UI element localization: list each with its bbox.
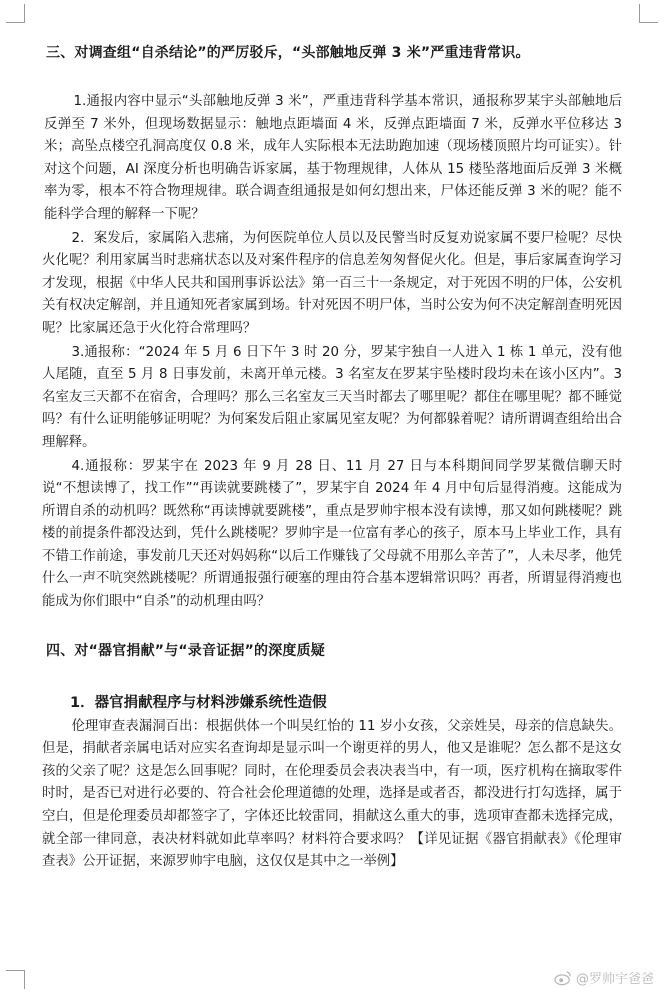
section-3-paragraph-3: 3.通报称：“2024 年 5 月 6 日下午 3 时 20 分，罗某宇独自一人进入 1 栋 1 单元，没有他人尾随，直至 5 月 8 日事发前，未离开单元楼。3 名室友在罗某宇坠楼时段均未在该小区内”。3 名室友三天都不在宿舍，合理吗？那么三名室友三天当时都去了哪里呢？都住在哪里呢？都不睡觉吗？有什么证明能够证明呢？为何案发后阻止家属见室友呢？为何都躲着呢？请所谓调查组给出合理解释。 (42, 344, 622, 450)
section-4-subheading: 1．器官捐献程序与材料涉嫌系统性造假 (70, 694, 327, 711)
section-4-paragraph-1: 伦理审查表漏洞百出：根据供体一个叫吴红怡的 11 岁小女孩，父亲姓吴，母亲的信息缺失。但是，捐献者亲属电话对应实名查询却是显示叫一个谢更祥的男人，他又是谁呢？怎么都不是这女孩的父亲了呢？这是怎么回事呢？同时，在伦理委员会表决表当中，有一项，医疗机构在摘取零件时时，是否已对进行必要的、符合社会伦理道德的处理，选择是或者否，都没进行打勾选择，属于空白，但是伦理委员却都签字了，字体还比较雷同，捐献这么重大的事，选项审查都未选择完成，就全部一律同意，表决材料就如此草率吗？材料符合要求吗？【详见证据《器官捐献表》《伦理审查表》公开证据，来源罗帅宇电脑，这仅仅是其中之一举例】 (42, 718, 622, 870)
weibo-watermark (554, 968, 654, 987)
page-corner-mark-top-right (639, 4, 658, 23)
section-3-paragraph-2: 2．案发后，家属陷入悲痛，为何医院单位人员以及民警当时反复劝说家属不要尸检呢？尽快火化呢？利用家属当时悲痛状态以及对案件程序的信息差匆匆督促火化。但是，事后家属查询学习才发现，根据《中华人民共和国刑事诉讼法》第一百三十一条规定，对于死因不明的尸体，公安机关有权决定解剖，并且通知死者家属到场。针对死因不明尸体，当时公安为何不决定解剖查明死因呢？比家属还急于火化符合常理吗？ (42, 230, 622, 336)
watermark-text: @罗帅宇爸爸 (575, 972, 654, 987)
weibo-logo-icon (554, 970, 572, 986)
section-4-heading: 四、对“器官捐献”与“录音证据”的深度质疑 (46, 642, 326, 659)
section-3-heading: 三、对调查组“自杀结论”的严厉驳斥，“头部触地反弹 3 米”严重违背常识。 (46, 45, 530, 61)
document-body (42, 42, 622, 875)
page-corner-mark-top-left (6, 4, 25, 23)
section-3-paragraph-1: 1.通报内容中显示“头部触地反弹 3 米”，严重违背科学基本常识，通报称罗某宇头部触地后反弹至 7 米外，但现场数据显示：触地点距墙面 4 米，反弹点距墙面 7 米，反弹水平位移达 3 米；高坠点楼空孔洞高度仅 0.8 米，成年人实际根本无法助跑加速（现场楼顶照片均可证实）。针对这个问题，AI 深度分析也明确告诉家属，基于物理规律，人体从 15 楼坠落地面后反弹 3 米概率为零，根本不符合物理规律。联合调查组通报是如何幻想出来，尸体还能反弹 3 米的呢？能不能科学合理的解释一下呢？ (44, 94, 622, 222)
page-corner-mark-bottom-left (6, 970, 25, 989)
section-3-paragraph-4: 4.通报称：罗某宇在 2023 年 9 月 28 日、11 月 27 日与本科期间同学罗某微信聊天时说“不想读博了，找工作”“再读就要跳楼了”，罗某宇自 2024 年 4 月中旬后显得消瘦。这能成为所谓自杀的动机吗？既然称“再读博就要跳楼”，重点是罗帅宇根本没有读博，那又如何跳楼呢？跳楼的前提条件都没达到，凭什么跳楼呢？罗帅宇是一位富有孝心的孩子，原本马上毕业工作，具有不错工作前途，事发前几天还对妈妈称“以后工作赚钱了父母就不用那么辛苦了”，人未尽孝，他凭什么一声不吭突然跳楼呢？所谓通报强行硬塞的理由符合基本逻辑常识吗？再者，所谓显得消瘦也能成为你们眼中“自杀”的动机理由吗？ (42, 458, 622, 610)
